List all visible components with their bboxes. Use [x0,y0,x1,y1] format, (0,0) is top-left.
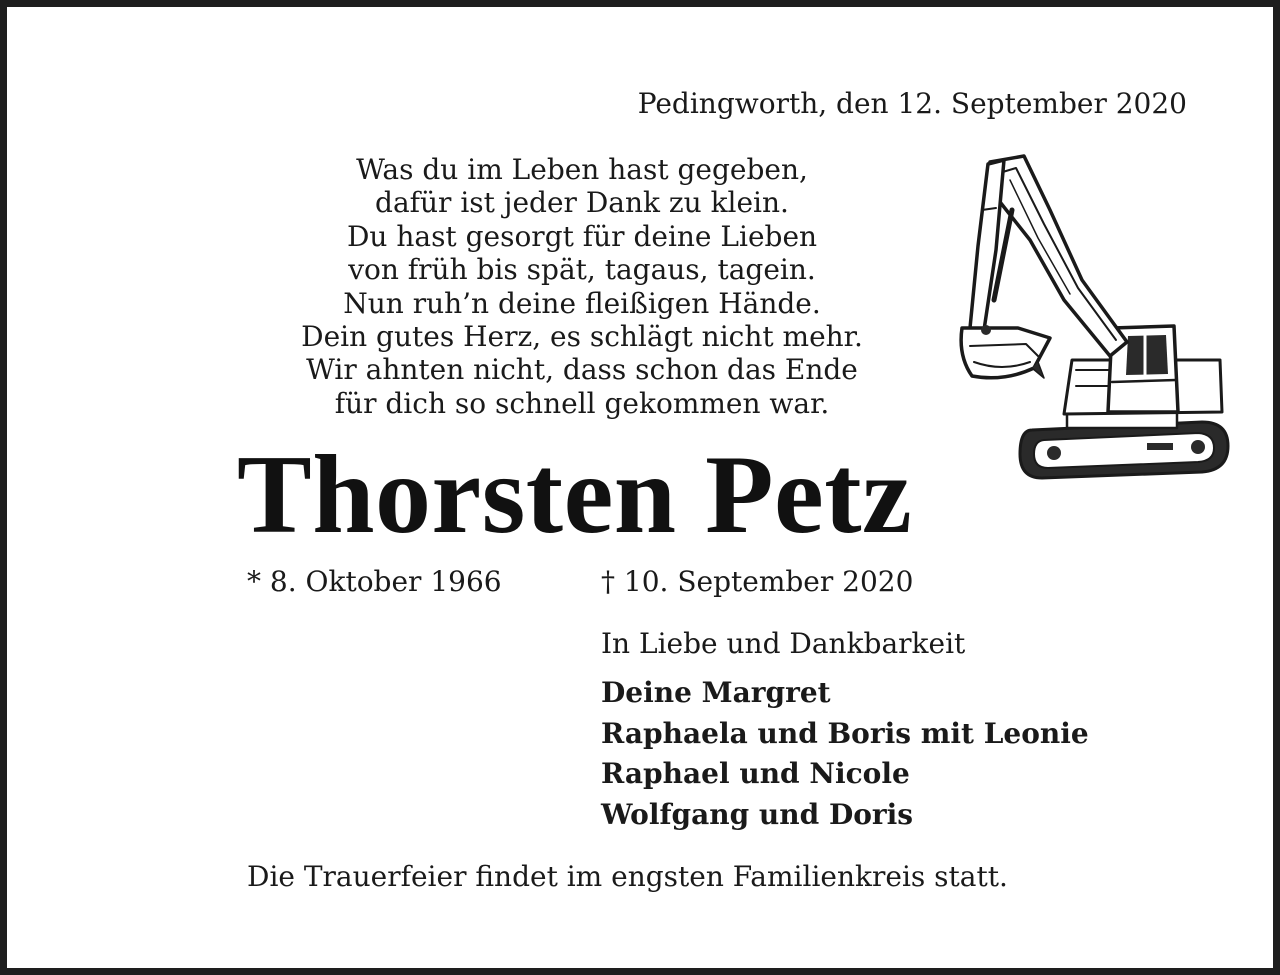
deceased-name: Thorsten Petz [237,433,913,557]
poem-line: Dein gutes Herz, es schlägt nicht mehr. [301,320,863,354]
mourner-entry: Wolfgang und Doris [601,797,914,831]
poem-line: Wir ahnten nicht, dass schon das Ende [306,353,858,387]
mourners-list [601,673,1089,835]
birth-date: * 8. Oktober 1966 [247,565,502,598]
mourner-entry: Raphaela und Boris mit Leonie [601,716,1089,750]
gratitude-line: In Liebe und Dankbarkeit [601,627,966,660]
poem-line: dafür ist jeder Dank zu klein. [375,186,789,220]
poem [262,153,902,420]
poem-line: für dich so schnell gekommen war. [334,386,830,420]
poem-line: Du hast gesorgt für deine Lieben [346,219,818,253]
excavator-icon [952,150,1242,485]
death-date: † 10. September 2020 [601,565,914,598]
poem-line: Was du im Leben hast gegeben, [356,153,808,186]
place-date: Pedingworth, den 12. September 2020 [637,87,1187,120]
mourner-entry: Deine Margret [601,676,831,709]
poem-line: Nun ruh’n deine fleißigen Hände. [343,286,821,320]
poem-line: von früh bis spät, tagaus, tagein. [348,253,816,287]
mourner-entry: Raphael und Nicole [601,757,910,790]
funeral-note: Die Trauerfeier findet im engsten Familienkreis statt. [247,860,1008,893]
